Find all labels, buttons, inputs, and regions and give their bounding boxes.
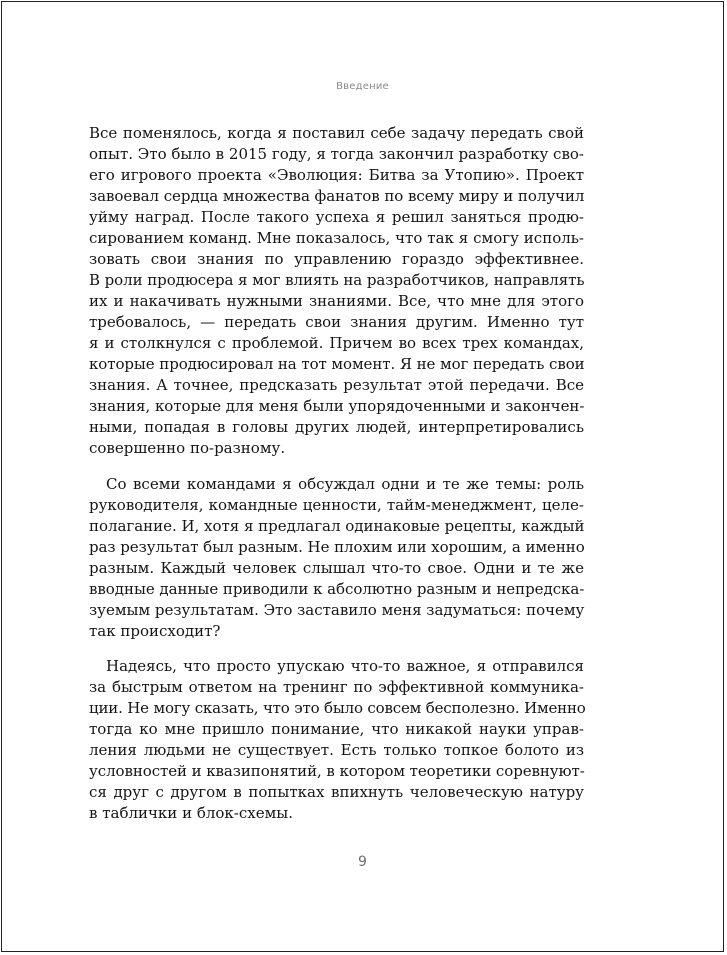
text-line: условностей и квазипонятий, в котором теоретики соревнуют-	[89, 762, 585, 780]
text-line: полагание. И, хотя я предлагал одинаковые рецепты, каждый	[89, 517, 585, 535]
text-line: совершенно по-разному.	[89, 439, 286, 457]
text-line: зовать свои знания по управлению гораздо эффективнее.	[89, 250, 584, 268]
text-line: знания. А точнее, предсказать результат этой передачи. Все	[89, 376, 584, 394]
text-line: я и столкнулся с проблемой. Причем во всех трех командах,	[89, 334, 584, 352]
text-line: руководителя, командные ценности, тайм-менеджмент, целе-	[89, 496, 584, 514]
text-line: ся друг с другом в попытках впихнуть человеческую натуру	[89, 783, 584, 801]
text-line: опыт. Это было в 2015 году, я тогда закончил разработку сво-	[89, 145, 584, 163]
text-line: вводные данные приводили к абсолютно разным и непредска-	[89, 580, 585, 598]
text-line: Надеясь, что просто упускаю что-то важное, я отправился	[106, 657, 584, 675]
text-line: тогда ко мне пришло понимание, что никакой науки управ-	[89, 720, 584, 738]
text-line: которые продюсировал на тот момент. Я не мог передать свои	[89, 355, 585, 373]
text-line: Все поменялось, когда я поставил себе задачу передать свой	[89, 124, 584, 142]
text-line: их и накачивать нужными знаниями. Все, что мне для этого	[89, 292, 584, 310]
text-line: разным. Каждый человек слышал что-то свое. Одни и те же	[89, 559, 584, 577]
text-line: раз результат был разным. Не плохим или хорошим, а именно	[89, 538, 585, 556]
text-line: В роли продюсера я мог влиять на разработчиков, направлять	[89, 271, 585, 289]
text-line: за быстрым ответом на тренинг по эффективной коммуника-	[89, 678, 584, 696]
text-line: знания, которые для меня были упорядоченными и закончен-	[89, 397, 585, 415]
text-line: требовалось, — передать свои знания другим. Именно тут	[89, 313, 584, 331]
text-line: его игрового проекта «Эволюция: Битва за Утопию». Проект	[89, 166, 584, 184]
paragraph-2	[89, 474, 584, 642]
text-line: ными, попадая в головы других людей, интерпретировались	[89, 418, 584, 436]
paragraph-1	[89, 123, 584, 459]
running-head: Введение	[336, 81, 389, 92]
text-line: ления людьми не существует. Есть только топкое болото из	[89, 741, 584, 759]
text-line: Со всеми командами я обсуждал одни и те же темы: роль	[106, 475, 584, 493]
text-line: зуемым результатам. Это заставило меня задуматься: почему	[89, 601, 585, 619]
book-page	[1, 1, 724, 952]
text-line: так происходит?	[89, 622, 221, 640]
text-line: в таблички и блок-схемы.	[89, 804, 293, 822]
text-line: ции. Не могу сказать, что это было совсем бесполезно. Именно	[89, 699, 586, 717]
page-number: 9	[358, 854, 367, 870]
text-line: завоевал сердца множества фанатов по всему миру и получил	[89, 187, 585, 205]
paragraph-3	[89, 656, 584, 824]
text-line: уйму наград. После такого успеха я решил заняться продю-	[89, 208, 584, 226]
text-line: сированием команд. Мне показалось, что так я смогу исполь-	[89, 229, 584, 247]
